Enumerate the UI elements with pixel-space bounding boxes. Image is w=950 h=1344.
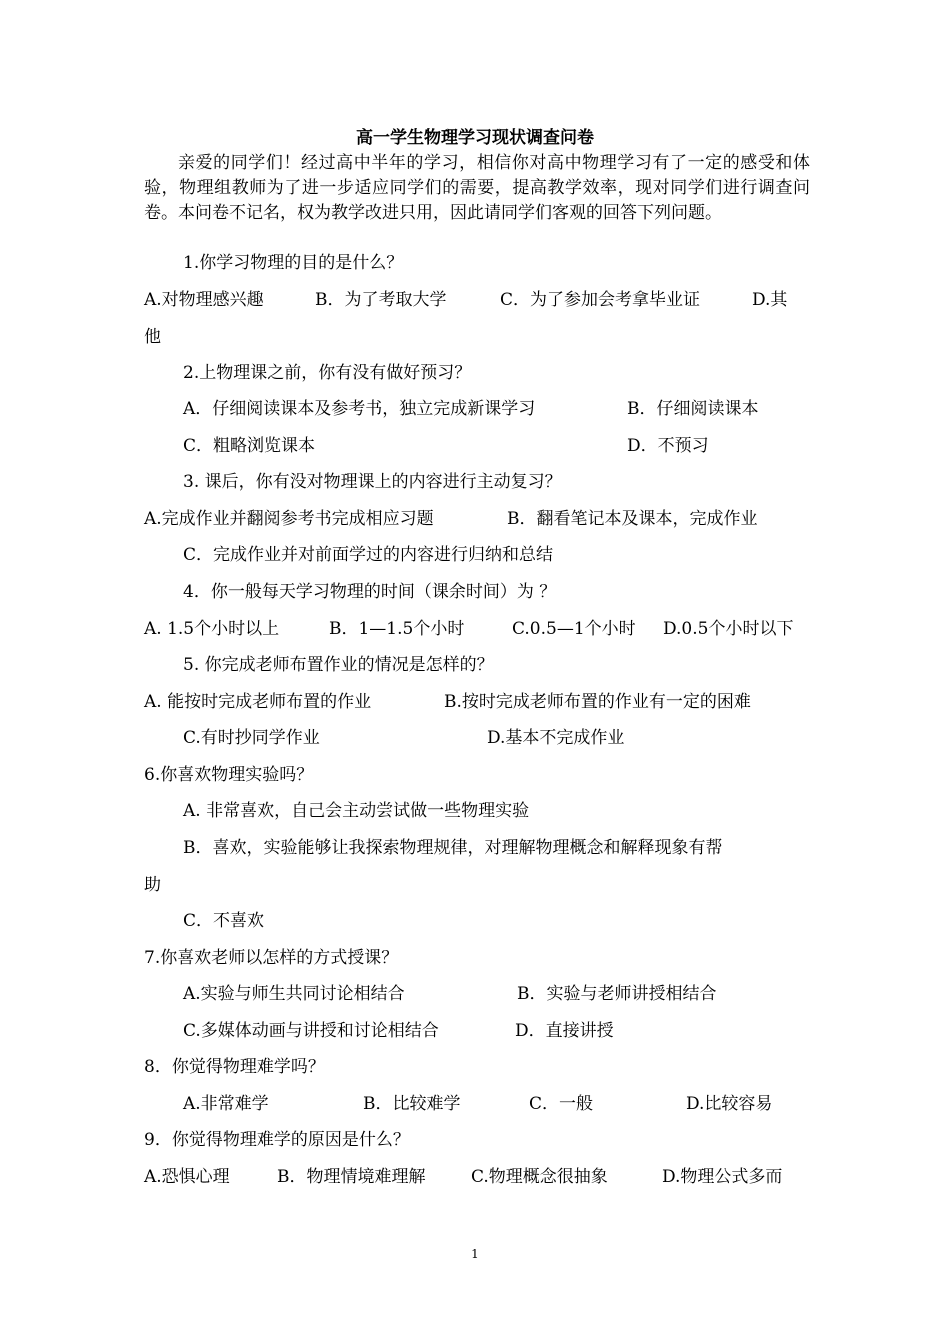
question-6: 6.你喜欢物理实验吗？	[144, 765, 314, 785]
q5-option-a: A. 能按时完成老师布置的作业	[144, 692, 372, 712]
question-4: 4．你一般每天学习物理的时间（课余时间）为 ？	[183, 582, 557, 602]
q7-option-a: A.实验与师生共同讨论相结合	[183, 984, 405, 1004]
q3-option-b: B．翻看笔记本及课本，完成作业	[507, 509, 758, 529]
q2-option-b: B．仔细阅读课本	[627, 399, 759, 419]
q8-option-d: D.比较容易	[686, 1094, 773, 1114]
q7-option-d: D．直接讲授	[515, 1021, 614, 1041]
q4-option-b: B．1—1.5个小时	[329, 619, 465, 639]
q2-option-d: D．不预习	[627, 436, 709, 456]
question-5: 5. 你完成老师布置作业的情况是怎样的？	[183, 655, 494, 675]
page-title: 高一学生物理学习现状调查问卷	[356, 128, 594, 148]
q4-option-a: A. 1.5个小时以上	[144, 619, 280, 639]
question-2: 2.上物理课之前，你有没有做好预习？	[183, 363, 472, 383]
q4-option-d: D.0.5个小时以下	[663, 619, 794, 639]
q6-option-b-continued: 助	[144, 875, 161, 895]
page-number: 1	[471, 1247, 479, 1261]
q6-option-c: C．不喜欢	[183, 911, 265, 931]
q8-option-c: C．一般	[529, 1094, 594, 1114]
q4-option-c: C.0.5—1个小时	[512, 619, 636, 639]
q2-option-c: C．粗略浏览课本	[183, 436, 316, 456]
q1-option-b: B．为了考取大学	[315, 290, 447, 310]
q2-option-a: A．仔细阅读课本及参考书，独立完成新课学习	[183, 399, 536, 419]
q9-option-a: A.恐惧心理	[144, 1167, 230, 1187]
question-1: 1.你学习物理的目的是什么？	[183, 253, 404, 273]
question-7: 7.你喜欢老师以怎样的方式授课？	[144, 948, 399, 968]
q1-option-d: D.其	[752, 290, 788, 310]
q9-option-b: B．物理情境难理解	[277, 1167, 426, 1187]
q9-option-c: C.物理概念很抽象	[471, 1167, 608, 1187]
q3-option-a: A.完成作业并翻阅参考书完成相应习题	[144, 509, 434, 529]
q5-option-c: C.有时抄同学作业	[183, 728, 320, 748]
q3-option-c: C．完成作业并对前面学过的内容进行归纳和总结	[183, 545, 554, 565]
q7-option-c: C.多媒体动画与讲授和讨论相结合	[183, 1021, 439, 1041]
intro-paragraph: 亲爱的同学们！经过高中半年的学习，相信你对高中物理学习有了一定的感受和体验，物理组教师为了进一步适应同学们的需要，提高教学效率，现对同学们进行调查问卷。本问卷不记名，权为教学改进只用，因此请同学们客观的回答下列问题。	[144, 153, 810, 223]
question-9: 9．你觉得物理难学的原因是什么？	[144, 1130, 410, 1150]
q8-option-a: A.非常难学	[183, 1094, 269, 1114]
q1-option-a: A.对物理感兴趣	[144, 290, 264, 310]
q1-option-d-continued: 他	[144, 327, 161, 347]
q1-option-c: C．为了参加会考拿毕业证	[500, 290, 701, 310]
q9-option-d: D.物理公式多而	[662, 1167, 783, 1187]
q6-option-b: B．喜欢，实验能够让我探索物理规律，对理解物理概念和解释现象有帮	[183, 838, 723, 858]
q8-option-b: B．比较难学	[363, 1094, 461, 1114]
q5-option-d: D.基本不完成作业	[487, 728, 625, 748]
question-8: 8．你觉得物理难学吗？	[144, 1057, 325, 1077]
q6-option-a: A. 非常喜欢，自己会主动尝试做一些物理实验	[183, 801, 530, 821]
q7-option-b: B．实验与老师讲授相结合	[517, 984, 717, 1004]
question-3: 3. 课后，你有没对物理课上的内容进行主动复习？	[183, 472, 562, 492]
q5-option-b: B.按时完成老师布置的作业有一定的困难	[444, 692, 751, 712]
